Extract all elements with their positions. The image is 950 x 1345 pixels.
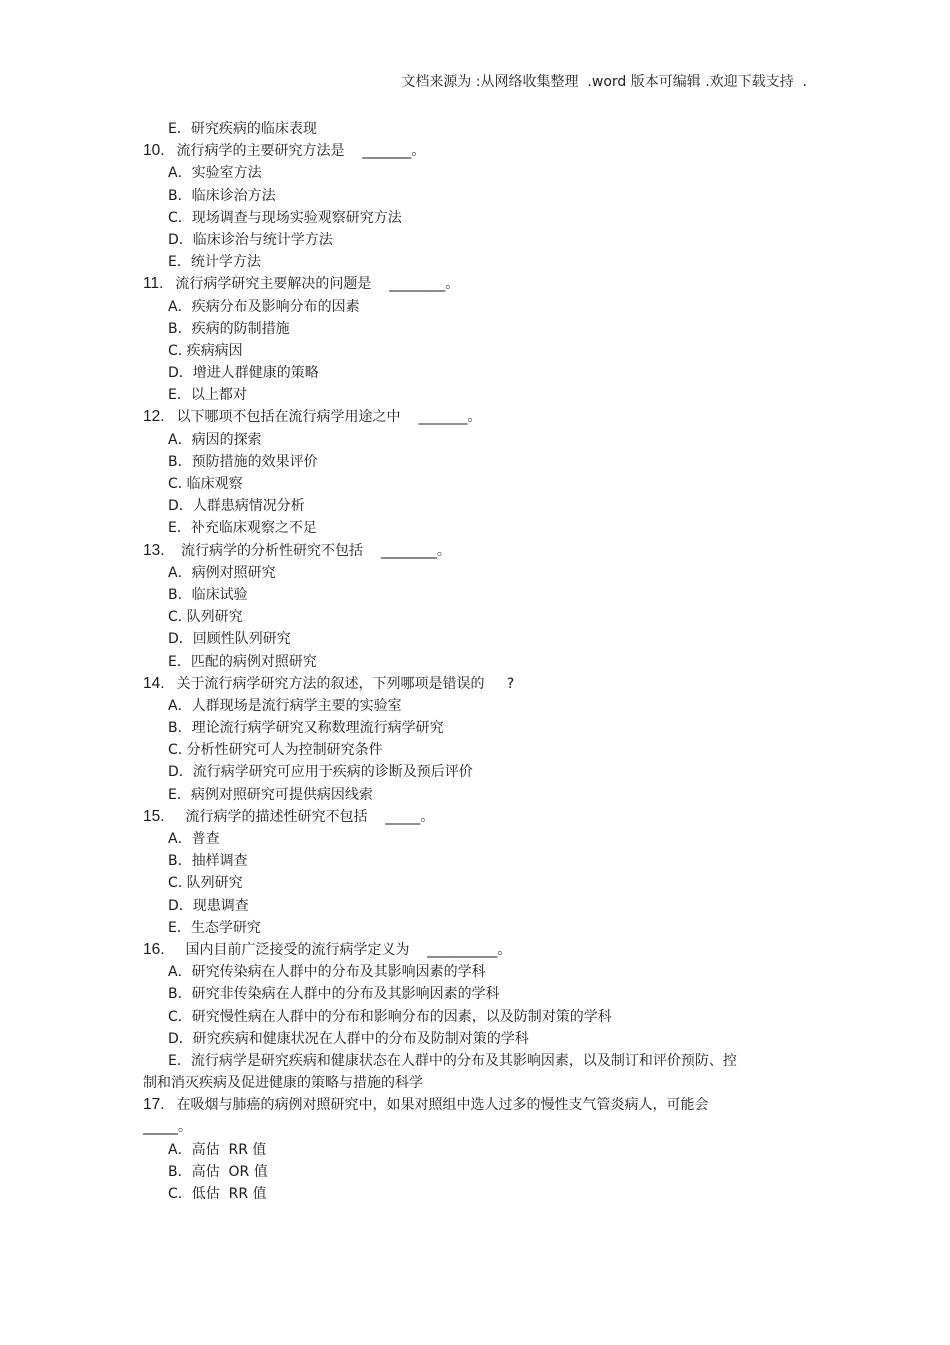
option: E．统计学方法 (168, 254, 261, 271)
option: E．生态学研究 (168, 919, 261, 936)
option: B．疾病的防制措施 (168, 320, 290, 337)
question-16 (143, 939, 743, 961)
option: A．疾病分布及影响分布的因素 (168, 298, 360, 315)
option: A．病因的探索 (168, 431, 262, 448)
option: A．人群现场是流行病学主要的实验室 (168, 697, 402, 714)
option: A．高估 RR 值 (168, 1141, 267, 1158)
option: C. 疾病病因 (168, 342, 243, 359)
option: C．低估 RR 值 (168, 1186, 267, 1203)
question-text: 流行病学的分析性研究不包括 ________。 (176, 542, 451, 559)
option: B．抽样调查 (168, 853, 248, 870)
question-number: 16. (143, 940, 165, 958)
option: A．研究传染病在人群中的分布及其影响因素的学科 (168, 964, 486, 981)
option: E．补充临床观察之不足 (168, 520, 317, 537)
option: C. 临床观察 (168, 476, 243, 492)
question-number: 11. (143, 275, 164, 293)
question-13 (143, 540, 743, 562)
option: E．以上都对 (168, 387, 247, 404)
option: B．高估 OR 值 (168, 1163, 268, 1180)
option: B．理论流行病学研究又称数理流行病学研究 (168, 720, 444, 737)
option: A．普查 (168, 831, 220, 847)
option: C. 队列研究 (168, 609, 243, 626)
question-text: 关于流行病学研究方法的叙述，下列哪项是错误的 ? (176, 675, 515, 692)
question-number: 10. (143, 142, 165, 160)
option: A．实验室方法 (168, 165, 262, 182)
question-text: 流行病学研究主要解决的问题是 ________。 (175, 276, 460, 293)
option: E．病例对照研究可提供病因线索 (168, 786, 373, 803)
page-header: 文档来源为 :从网络收集整理 .word 版本可编辑 .欢迎下载支持 . (401, 74, 807, 90)
option: D．增进人群健康的策略 (168, 365, 319, 382)
question-15 (143, 806, 743, 828)
option: E．流行病学是研究疾病和健康状态在人群中的分布及其影响因素，以及制订和评价预防、控制和消灭疾病及促进健康的策略与措施的科学 (143, 1052, 737, 1092)
option: B．临床诊治方法 (168, 187, 276, 204)
option: D．现患调查 (168, 897, 249, 914)
question-number: 17. (143, 1096, 165, 1114)
option: D．研究疾病和健康状况在人群中的分布及防制对策的学科 (168, 1030, 529, 1047)
option: C．现场调查与现场实验观察研究方法 (168, 209, 402, 226)
option: D．回顾性队列研究 (168, 631, 291, 648)
document-body (143, 118, 743, 1205)
question-text: 在吸烟与肺癌的病例对照研究中，如果对照组中选人过多的慢性支气管炎病人，可能会_____。 (143, 1097, 709, 1136)
question-text: 国内目前广泛接受的流行病学定义为 __________。 (176, 941, 512, 958)
option: A．病例对照研究 (168, 564, 276, 581)
option: B．预防措施的效果评价 (168, 453, 318, 470)
question-number: 13. (143, 541, 165, 559)
option: D．人群患病情况分析 (168, 498, 305, 515)
question-17 (143, 1094, 743, 1138)
option: B．临床试验 (168, 586, 248, 603)
question-12 (143, 406, 743, 428)
option: C．研究慢性病在人群中的分布和影响分布的因素，以及防制对策的学科 (168, 1008, 612, 1025)
question-14 (143, 673, 743, 695)
question-10 (143, 140, 743, 162)
option: E．研究疾病的临床表现 (168, 121, 317, 137)
option: C. 队列研究 (168, 875, 243, 892)
option: C. 分析性研究可人为控制研究条件 (168, 742, 383, 759)
option: E．匹配的病例对照研究 (168, 653, 317, 670)
question-text: 流行病学的描述性研究不包括 _____。 (176, 808, 435, 825)
question-number: 12. (143, 408, 165, 426)
question-number: 14. (143, 674, 165, 692)
question-text: 流行病学的主要研究方法是 _______。 (176, 143, 426, 160)
question-11 (143, 273, 743, 295)
question-number: 15. (143, 807, 165, 825)
option: D．临床诊治与统计学方法 (168, 231, 333, 248)
option: D．流行病学研究可应用于疾病的诊断及预后评价 (168, 764, 473, 781)
question-text: 以下哪项不包括在流行病学用途之中 _______。 (176, 409, 482, 426)
option: B．研究非传染病在人群中的分布及其影响因素的学科 (168, 986, 500, 1003)
